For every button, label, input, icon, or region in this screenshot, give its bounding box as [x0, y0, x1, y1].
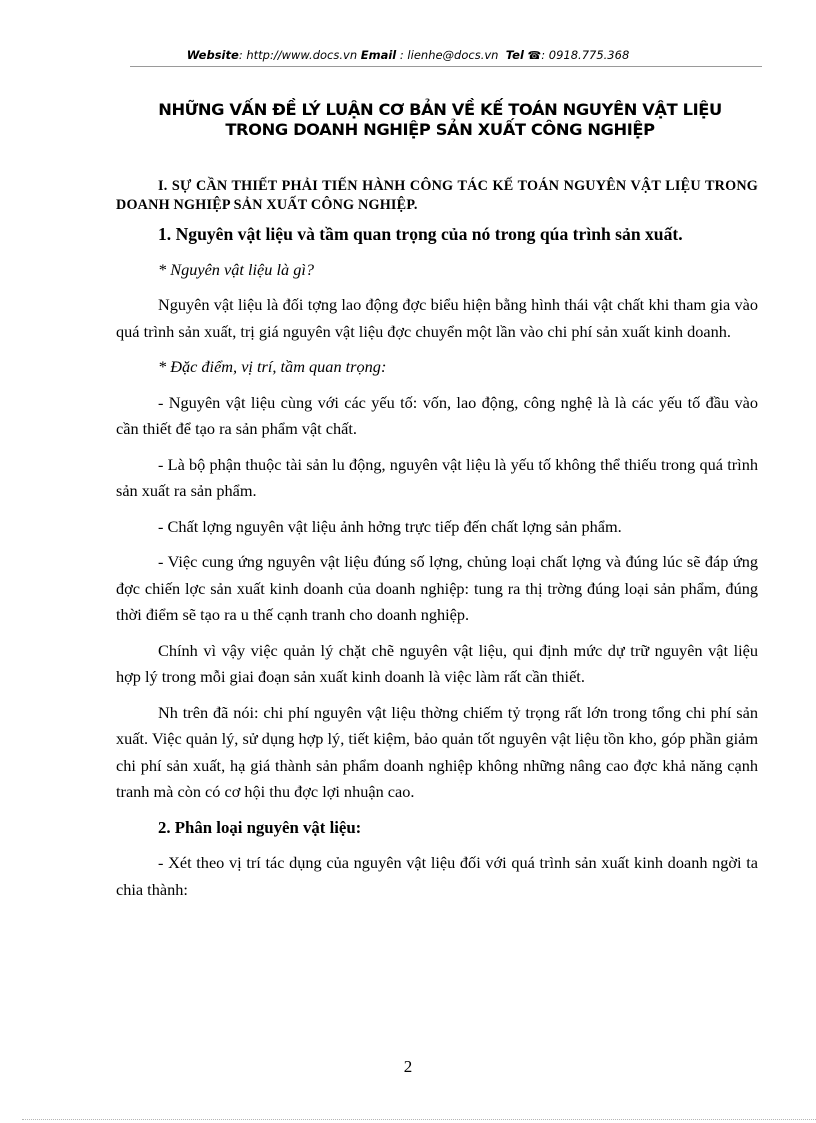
- question-features: * Đặc điểm, vị trí, tầm quan trọng:: [158, 357, 387, 376]
- email-label: Email: [360, 48, 397, 62]
- footer-divider: [22, 1119, 816, 1120]
- tel-label: Tel: [505, 48, 524, 62]
- website-value: : http://www.docs.vn: [238, 48, 358, 62]
- header-divider: [130, 66, 762, 67]
- section-1-heading: I. SỰ CẦN THIẾT PHẢI TIẾN HÀNH CÔNG TÁC KẾ TOÁN NGUYÊN VẬT LIỆU TRONG DOANH NGHIỆP SẢN XUẤT CÔNG NGHIỆP.: [116, 178, 758, 213]
- document-title: [60, 100, 816, 140]
- website-label: Website: [186, 48, 239, 62]
- paragraph-definition: Nguyên vật liệu là đối tợng lao động đợc biểu hiện bằng hình thái vật chất khi tham gia vào quá trình sản xuất, trị giá nguyên vật liệu đợc chuyển một lần vào chi phí sản xuất kinh doanh.: [116, 295, 758, 341]
- email-value: : lienhe@docs.vn: [399, 48, 499, 62]
- bullet-2: - Là bộ phận thuộc tài sản lu động, nguyên vật liệu là yếu tố không thể thiếu trong quá trình sản xuất ra sản phẩm.: [116, 454, 758, 500]
- paragraph-as-said: Nh trên đã nói: chi phí nguyên vật liệu thờng chiếm tỷ trọng rất lớn trong tổng chi phí sản xuất. Việc quản lý, sử dụng hợp lý, tiết kiệm, bảo quản tốt nguyên vật liệu tồn kho, góp phần giảm chi phí sản xuất, hạ giá thành sản phẩm doanh nghiệp không những nâng cao đợc khả năng cạnh tranh mà còn có cơ hội thu đợc lợi nhuận cao.: [116, 702, 758, 801]
- page-header: [0, 48, 816, 62]
- paragraph-classify: - Xét theo vị trí tác dụng của nguyên vật liệu đối với quá trình sản xuất kinh doanh ngời ta chia thành:: [116, 853, 758, 899]
- document-body: [116, 177, 758, 903]
- bullet-1: - Nguyên vật liệu cùng với các yếu tố: vốn, lao động, công nghệ là là các yếu tố đầu vào cần thiết để tạo ra sản phẩm vật chất.: [116, 392, 758, 438]
- tel-value: : 0918.775.368: [541, 48, 630, 62]
- question-what: * Nguyên vật liệu là gì?: [158, 259, 314, 279]
- paragraph-therefore: Chính vì vậy việc quản lý chặt chẽ nguyên vật liệu, qui định mức dự trữ nguyên vật liệu hợp lý trong mỗi giai đoạn sản xuất kinh doanh là việc làm rất cần thiết.: [116, 640, 758, 686]
- title-line-2: TRONG DOANH NGHIỆP SẢN XUẤT CÔNG NGHIỆP: [225, 120, 655, 139]
- heading-2: 2. Phân loại nguyên vật liệu:: [158, 817, 362, 837]
- title-line-1: NHỮNG VẤN ĐỀ LÝ LUẬN CƠ BẢN VỀ KẾ TOÁN NGUYÊN VẬT LIỆU: [158, 100, 722, 119]
- heading-1: 1. Nguyên vật liệu và tầm quan trọng của nó trong qúa trình sản xuất.: [158, 224, 683, 244]
- bullet-4: - Việc cung ứng nguyên vật liệu đúng số lợng, chủng loại chất lợng và đúng lúc sẽ đáp ứng đợc chiến lợc sản xuất kinh doanh của doanh nghiệp: tung ra thị trờng đúng loại sản phẩm, đúng thời điểm sẽ tạo ra u thế cạnh tranh cho doanh nghiệp.: [116, 552, 758, 624]
- bullet-3: - Chất lợng nguyên vật liệu ảnh hởng trực tiếp đến chất lợng sản phẩm.: [158, 516, 622, 536]
- phone-icon: ☎: [527, 49, 542, 62]
- page-number: 2: [403, 1057, 413, 1076]
